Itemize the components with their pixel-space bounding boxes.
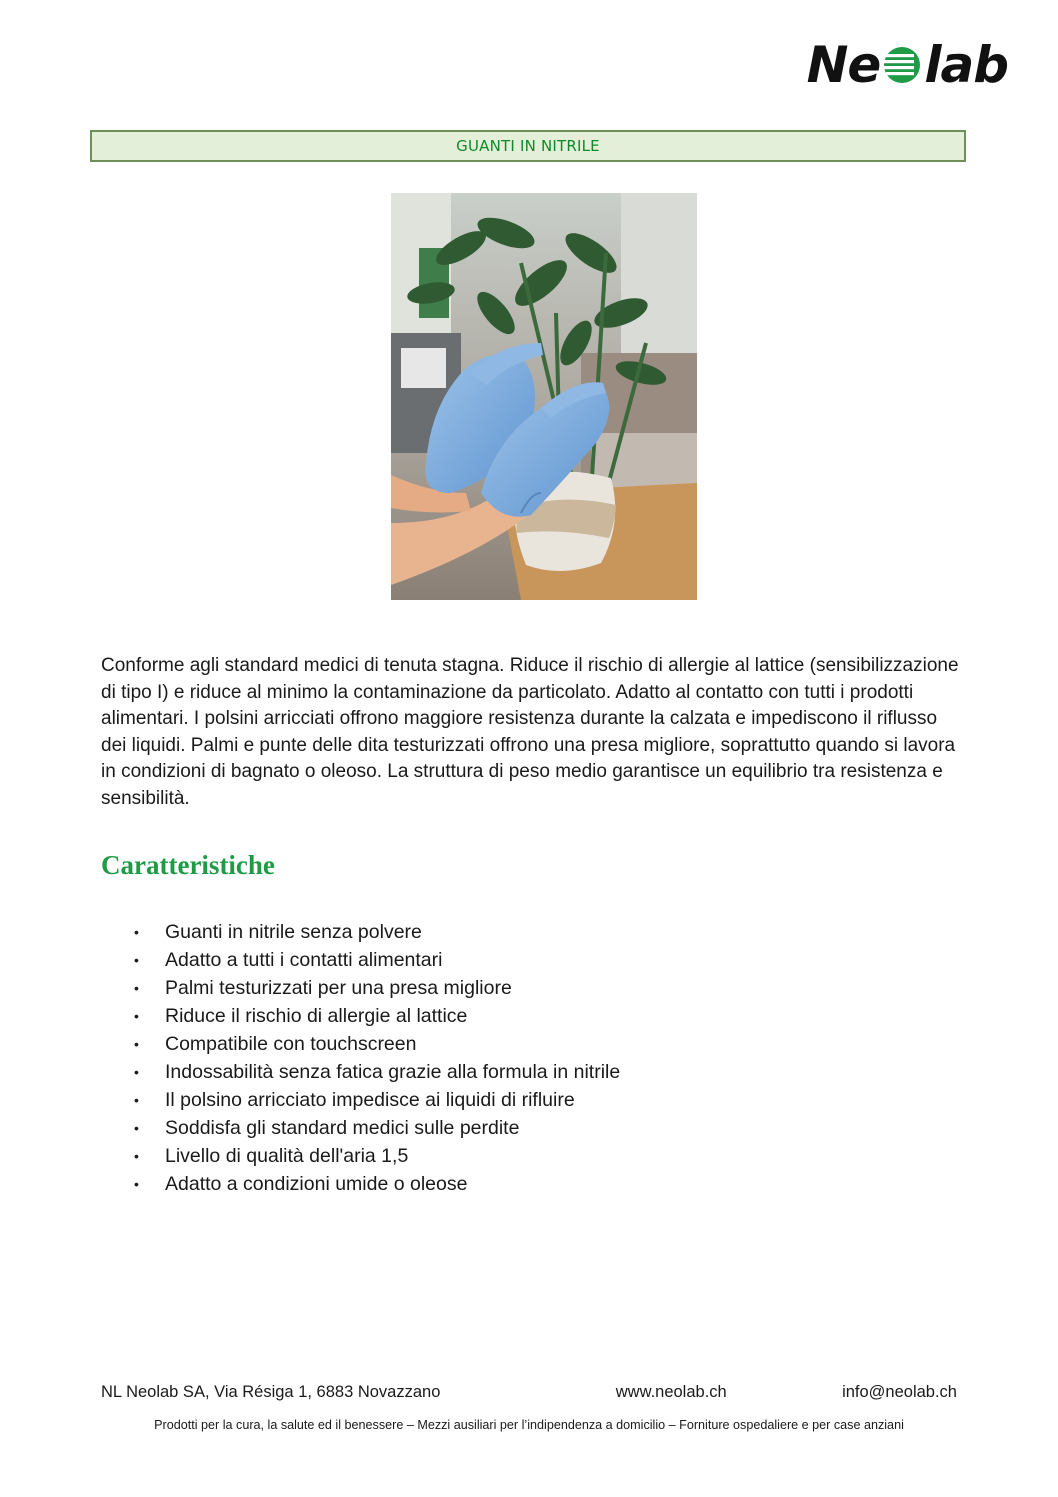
list-item	[134, 1170, 620, 1198]
list-item	[134, 1114, 620, 1142]
footer-address: NL Neolab SA, Via Résiga 1, 6883 Novazzano	[101, 1383, 441, 1401]
neolab-logo	[807, 36, 1008, 94]
bullet-icon: •	[134, 980, 139, 996]
bullet-icon: •	[134, 924, 139, 940]
bullet-icon: •	[134, 1148, 139, 1164]
list-item	[134, 918, 620, 946]
logo-text-lab: lab	[924, 36, 1008, 94]
feature-text: Compatibile con touchscreen	[165, 1032, 417, 1055]
features-list	[134, 918, 620, 1198]
feature-text: Palmi testurizzati per una presa migliore	[165, 976, 512, 999]
bullet-icon: •	[134, 1036, 139, 1052]
list-item	[134, 1002, 620, 1030]
feature-text: Adatto a tutti i contatti alimentari	[165, 948, 443, 971]
footer-email-link[interactable]: info@neolab.ch	[842, 1383, 957, 1401]
logo-text-ne: Ne	[806, 36, 881, 94]
bullet-icon: •	[134, 1064, 139, 1080]
footer-website-link[interactable]: www.neolab.ch	[615, 1383, 727, 1401]
bullet-icon: •	[134, 1120, 139, 1136]
logo-o-icon	[882, 45, 922, 85]
list-item	[134, 1086, 620, 1114]
feature-text: Il polsino arricciato impedisce ai liquidi di rifluire	[165, 1088, 575, 1111]
product-photo	[391, 193, 697, 600]
feature-text: Adatto a condizioni umide o oleose	[165, 1172, 468, 1195]
intro-paragraph: Conforme agli standard medici di tenuta stagna. Riduce il rischio di allergie al lattice (sensibilizzazione di tipo I) e riduce al minimo la contaminazione da particolato. Adatto al contatto con tutti i prodotti alimentari. I polsini arricciati offrono maggiore resistenza durante la calzata e impediscono il riflusso dei liquidi. Palmi e punte delle dita testurizzati offrono una presa migliore, soprattutto quando si lavora in condizioni di bagnato o oleoso. La struttura di peso medio garantisce un equilibrio tra resistenza e sensibilità.	[101, 655, 959, 809]
product-title-box	[90, 130, 966, 162]
features-heading: Caratteristiche	[101, 850, 275, 880]
list-item	[134, 1142, 620, 1170]
feature-text: Livello di qualità dell'aria 1,5	[165, 1144, 409, 1167]
feature-text: Indossabilità senza fatica grazie alla formula in nitrile	[165, 1060, 621, 1083]
bullet-icon: •	[134, 1008, 139, 1024]
list-item	[134, 946, 620, 974]
bullet-icon: •	[134, 1092, 139, 1108]
footer-tagline: Prodotti per la cura, la salute ed il benessere – Mezzi ausiliari per l’indipendenza a domicilio – Forniture ospedaliere e per case anziani	[154, 1418, 904, 1432]
feature-text: Riduce il rischio di allergie al lattice	[165, 1004, 468, 1027]
product-title: GUANTI IN NITRILE	[456, 137, 600, 155]
list-item	[134, 974, 620, 1002]
feature-text: Guanti in nitrile senza polvere	[165, 920, 422, 943]
bullet-icon: •	[134, 952, 139, 968]
bullet-icon: •	[134, 1176, 139, 1192]
footer-contact	[101, 1383, 957, 1402]
list-item	[134, 1030, 620, 1058]
gloved-hands-plant-photo-icon	[391, 193, 697, 600]
feature-text: Soddisfa gli standard medici sulle perdite	[165, 1116, 520, 1139]
list-item	[134, 1058, 620, 1086]
